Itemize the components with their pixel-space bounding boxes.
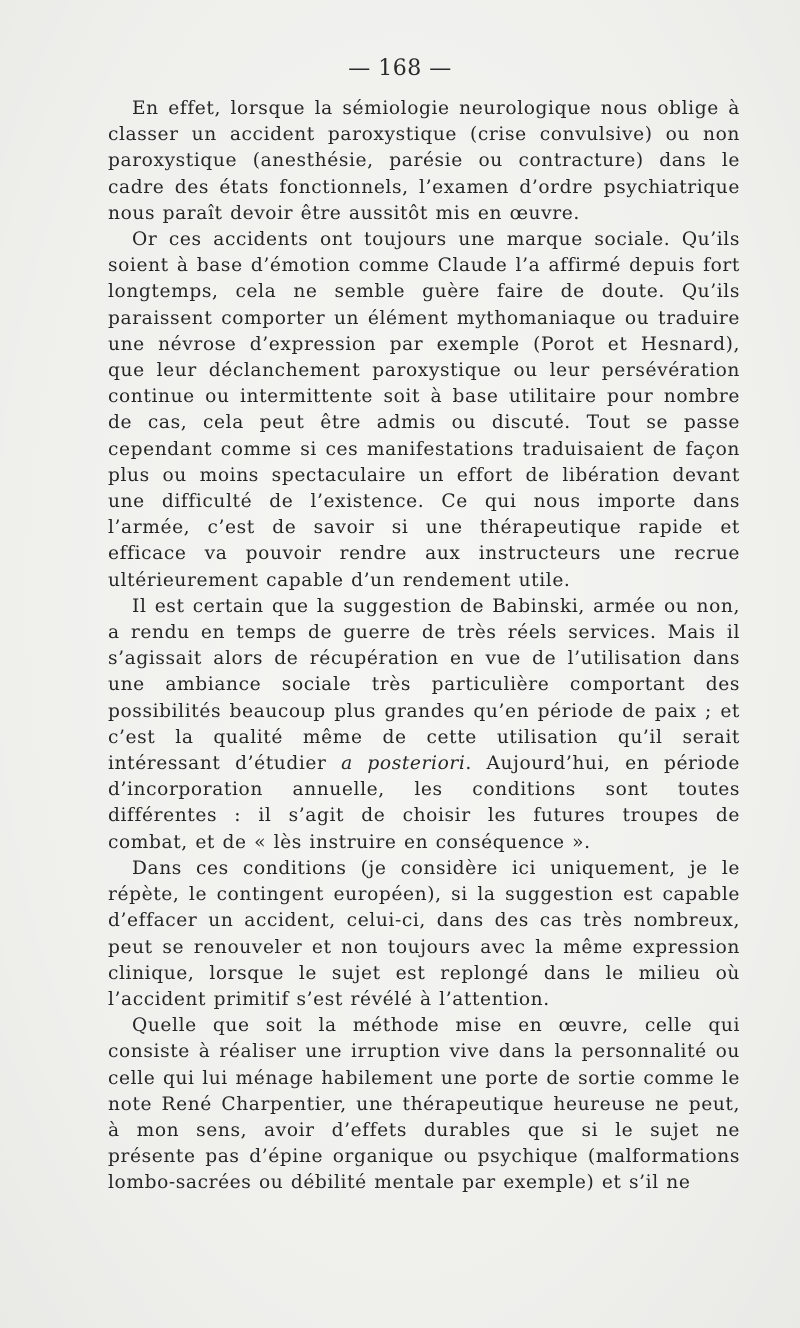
paragraph-4: Dans ces conditions (je considère ici uniquement, je le répète, le contingent européen), si la suggestion est capable d’effacer un accident, celui-ci, dans des cas très nombreux, peut se renouveler et non toujours avec la même expression clinique, lorsque le sujet est replongé dans le milieu où l’accident primitif s’est révélé à l’attention. xyxy=(108,857,740,1010)
paragraph-5: Quelle que soit la méthode mise en œuvre, celle qui consiste à réaliser une irruption vive dans la personnalité ou celle qui lui ménage habilement une porte de sortie comme le note René Charpentier, une thérapeutique heureuse ne peut, à mon sens, avoir d’effets durables que si le sujet ne présente pas d’épine organique ou psychique (malformations lombo-sacrées ou débilité mentale par exemple) et s’il ne xyxy=(108,1015,740,1194)
paragraph-2: Or ces accidents ont toujours une marque sociale. Qu’ils soient à base d’émotion comme Claude l’a affirmé depuis fort longtemps, cela ne semble guère faire de doute. Qu’ils paraissent comporter un élément mythomaniaque ou traduire une névrose d’expression par exemple (Porot et Hesnard), que leur déclanchement paroxystique ou leur persévération continue ou intermittente soit à base utilitaire pour nombre de cas, cela peut être admis ou discuté. Tout se passe cependant comme si ces manifestations traduisaient de façon plus ou moins spectaculaire un effort de libération devant une difficulté de l’existence. Ce qui nous importe dans l’armée, c’est de savoir si une thérapeutique rapide et efficace va pouvoir rendre aux instructeurs une recrue ultérieurement capable d’un rendement utile. xyxy=(108,229,740,591)
paragraph-3-emphasis: a posteriori xyxy=(341,753,466,775)
paragraph-3 xyxy=(108,594,740,856)
paragraph-3-text-after: . Aujourd’hui, en période d’incorporation annuelle, les conditions sont toutes différentes : il s’agit de choisir les futures troupes de combat, et de « lès instruire en conséquence ». xyxy=(108,753,740,853)
page-number: — 168 — xyxy=(348,56,452,81)
body-text xyxy=(108,96,740,1197)
paragraph-1: En effet, lorsque la sémiologie neurologique nous oblige à classer un accident paroxystique (crise convulsive) ou non paroxystique (anesthésie, parésie ou contracture) dans le cadre des états fonctionnels, l’examen d’ordre psychiatrique nous paraît devoir être aussitôt mis en œuvre. xyxy=(108,98,740,224)
paragraph-3-text-before: Il est certain que la suggestion de Babinski, armée ou non, a rendu en temps de guerre de très réels services. Mais il s’agissait alors de récupération en vue de l’utilisation dans une ambiance sociale très particulière comportant des possibilités beaucoup plus grandes qu’en période de paix ; et c’est la qualité même de cette utilisation qu’il serait intéressant d’étudier xyxy=(108,595,740,775)
